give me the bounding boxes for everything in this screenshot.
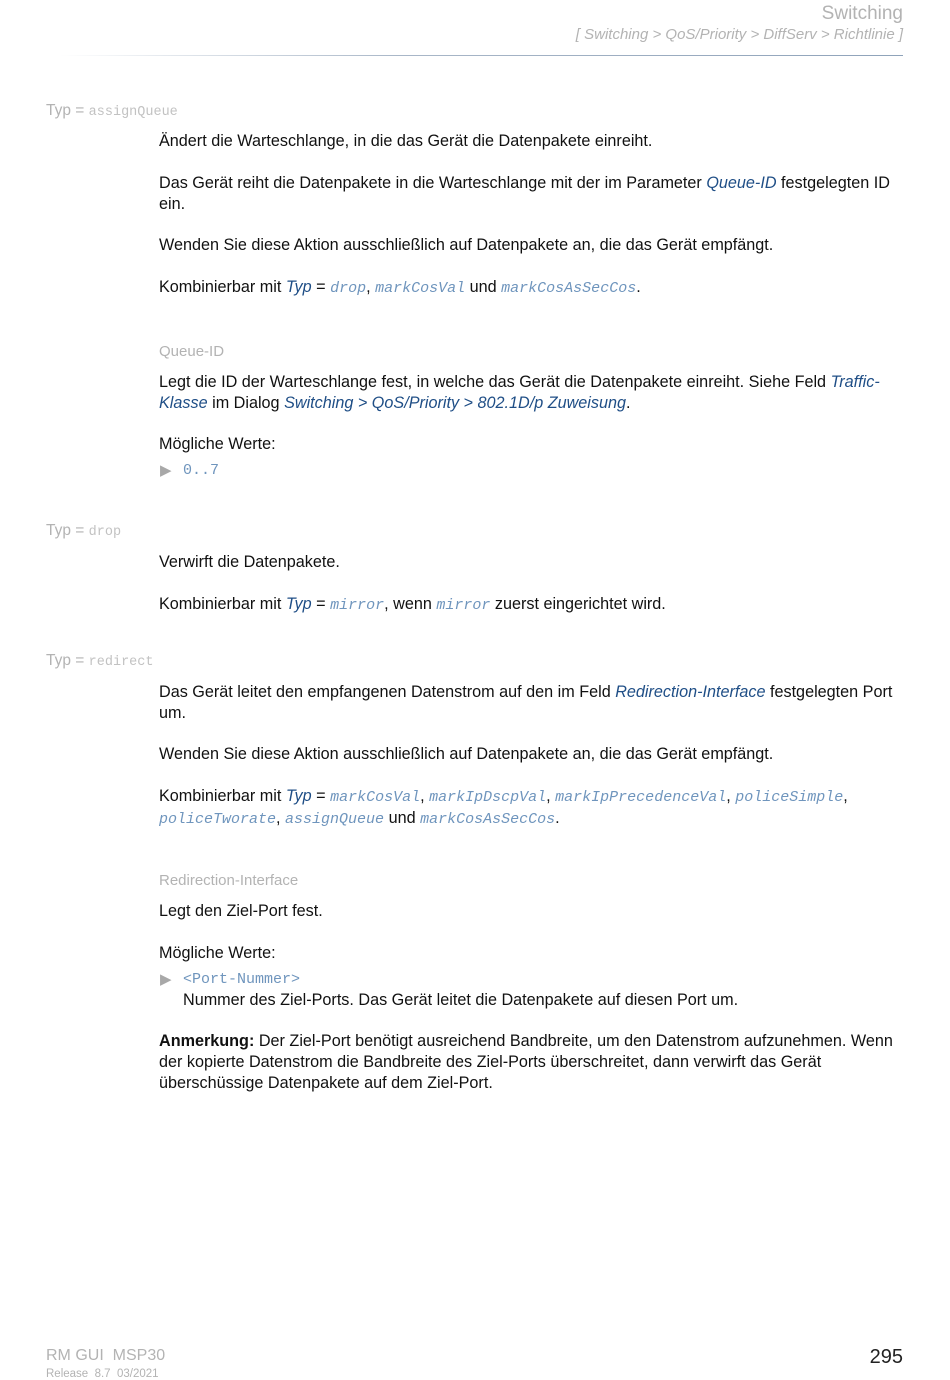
combinable-line: Kombinierbar mit Typ = drop, markCosVal und markCosAsSecCos.	[159, 278, 641, 297]
paragraph: Ändert die Warteschlange, in die das Gerät die Datenpakete einreiht.	[159, 132, 653, 150]
code-value: mirror	[330, 597, 385, 614]
text: Kombinierbar mit	[159, 595, 282, 613]
typ-label: Typ	[46, 522, 71, 539]
typ-value: drop	[88, 525, 122, 540]
possible-value: <Port-Nummer>	[183, 971, 301, 988]
bullet-icon: ▶	[160, 462, 172, 479]
paragraph: Verwirft die Datenpakete.	[159, 553, 340, 571]
code-value: policeSimple	[735, 789, 844, 806]
typ-heading-drop	[46, 522, 121, 540]
equals-sign: =	[316, 595, 326, 613]
typ-label: Typ	[46, 652, 71, 669]
parameter-title: Redirection-Interface	[159, 872, 299, 889]
breadcrumb: [ Switching > QoS/Priority > DiffServ > Richtlinie ]	[575, 26, 903, 43]
typ-reference[interactable]: Typ	[285, 278, 312, 296]
text: Kombinierbar mit	[159, 278, 282, 296]
typ-label: Typ	[46, 102, 71, 119]
code-value: markCosAsSecCos	[420, 811, 556, 828]
field-reference[interactable]: Traffic-Klasse	[159, 373, 880, 412]
paragraph	[159, 173, 904, 215]
typ-heading-redirect	[46, 652, 153, 670]
text: Kombinierbar mit	[159, 787, 282, 805]
header-divider	[60, 55, 903, 56]
code-value: assignQueue	[285, 811, 385, 828]
footer-document: RM GUI MSP30	[46, 1347, 166, 1364]
paragraph: Legt die ID der Warteschlange fest, in welche das Gerät die Datenpakete einreiht. Siehe Feld Traffic-Klasse im Dialog Switching > QoS/Priority > 802.1D/p Zuweisung.	[159, 373, 880, 412]
code-value: drop	[330, 280, 367, 297]
typ-value: assignQueue	[88, 105, 178, 120]
code-value: markCosVal	[330, 789, 421, 806]
possible-values-label: Mögliche Werte:	[159, 435, 276, 453]
equals-sign: =	[75, 102, 85, 119]
equals-sign: =	[75, 522, 85, 539]
equals-sign: =	[316, 787, 326, 805]
paragraph: Wenden Sie diese Aktion ausschließlich auf Datenpakete an, die das Gerät empfängt.	[159, 236, 774, 254]
code-value: markIpPrecedenceVal	[555, 789, 727, 806]
text: Das Gerät reiht die Datenpakete in die Warteschlange mit der im Parameter	[159, 174, 702, 192]
field-reference[interactable]: Redirection-Interface	[615, 683, 766, 701]
text: festgelegten ID ein.	[159, 174, 890, 213]
possible-value: 0..7	[183, 462, 220, 479]
dialog-reference[interactable]: Switching > QoS/Priority > 802.1D/p Zuweisung	[284, 394, 626, 412]
typ-heading-assignqueue	[46, 102, 178, 120]
typ-reference[interactable]: Typ	[285, 787, 312, 805]
footer-release: Release 8.7 03/2021	[46, 1368, 159, 1380]
possible-values-label: Mögliche Werte:	[159, 944, 276, 962]
text: Das Gerät leitet den empfangenen Datenstrom auf den im Feld	[159, 683, 611, 701]
page-header-title: Switching	[821, 3, 903, 24]
typ-reference[interactable]: Typ	[285, 595, 312, 613]
code-value: mirror	[436, 597, 491, 614]
text: zuerst eingerichtet wird.	[494, 595, 666, 613]
equals-sign: =	[75, 652, 85, 669]
paragraph	[159, 682, 904, 724]
text: , wenn	[384, 595, 432, 613]
code-value: markIpDscpVal	[429, 789, 547, 806]
code-value: policeTworate	[159, 811, 277, 828]
combinable-line: Kombinierbar mit Typ = markCosVal, markIpDscpVal, markIpPrecedenceVal, policeSimple, policeTworate, assignQueue und markCosAsSecCos.	[159, 787, 848, 828]
code-value: markCosAsSecCos	[501, 280, 637, 297]
code-value: markCosVal	[375, 280, 466, 297]
parameter-title: Queue-ID	[159, 343, 225, 360]
combinable-line	[159, 594, 904, 616]
note-label: Anmerkung:	[159, 1032, 255, 1050]
bullet-icon: ▶	[160, 971, 172, 988]
possible-value-description: Nummer des Ziel-Ports. Das Gerät leitet die Datenpakete auf diesen Port um.	[183, 991, 739, 1009]
parameter-reference[interactable]: Queue-ID	[706, 174, 777, 192]
typ-value: redirect	[88, 655, 154, 670]
paragraph: Legt den Ziel-Port fest.	[159, 902, 323, 920]
equals-sign: =	[316, 278, 326, 296]
paragraph: Wenden Sie diese Aktion ausschließlich auf Datenpakete an, die das Gerät empfängt.	[159, 745, 774, 763]
text: und	[388, 809, 416, 827]
text: und	[469, 278, 497, 296]
note	[159, 1031, 904, 1094]
page-number: 295	[869, 1346, 903, 1368]
text: Legt die ID der Warteschlange fest, in welche das Gerät die Datenpakete einreiht. Siehe Feld	[159, 373, 827, 391]
text: festgelegten Port um.	[159, 683, 893, 722]
text: im Dialog	[212, 394, 280, 412]
note-text: Der Ziel-Port benötigt ausreichend Bandbreite, um den Datenstrom aufzunehmen. Wenn der kopierte Datenstrom die Bandbreite des Ziel-Ports überschreitet, dann verwirft das Gerät überschüssige Datenpakete auf dem Ziel-Port.	[159, 1032, 893, 1092]
